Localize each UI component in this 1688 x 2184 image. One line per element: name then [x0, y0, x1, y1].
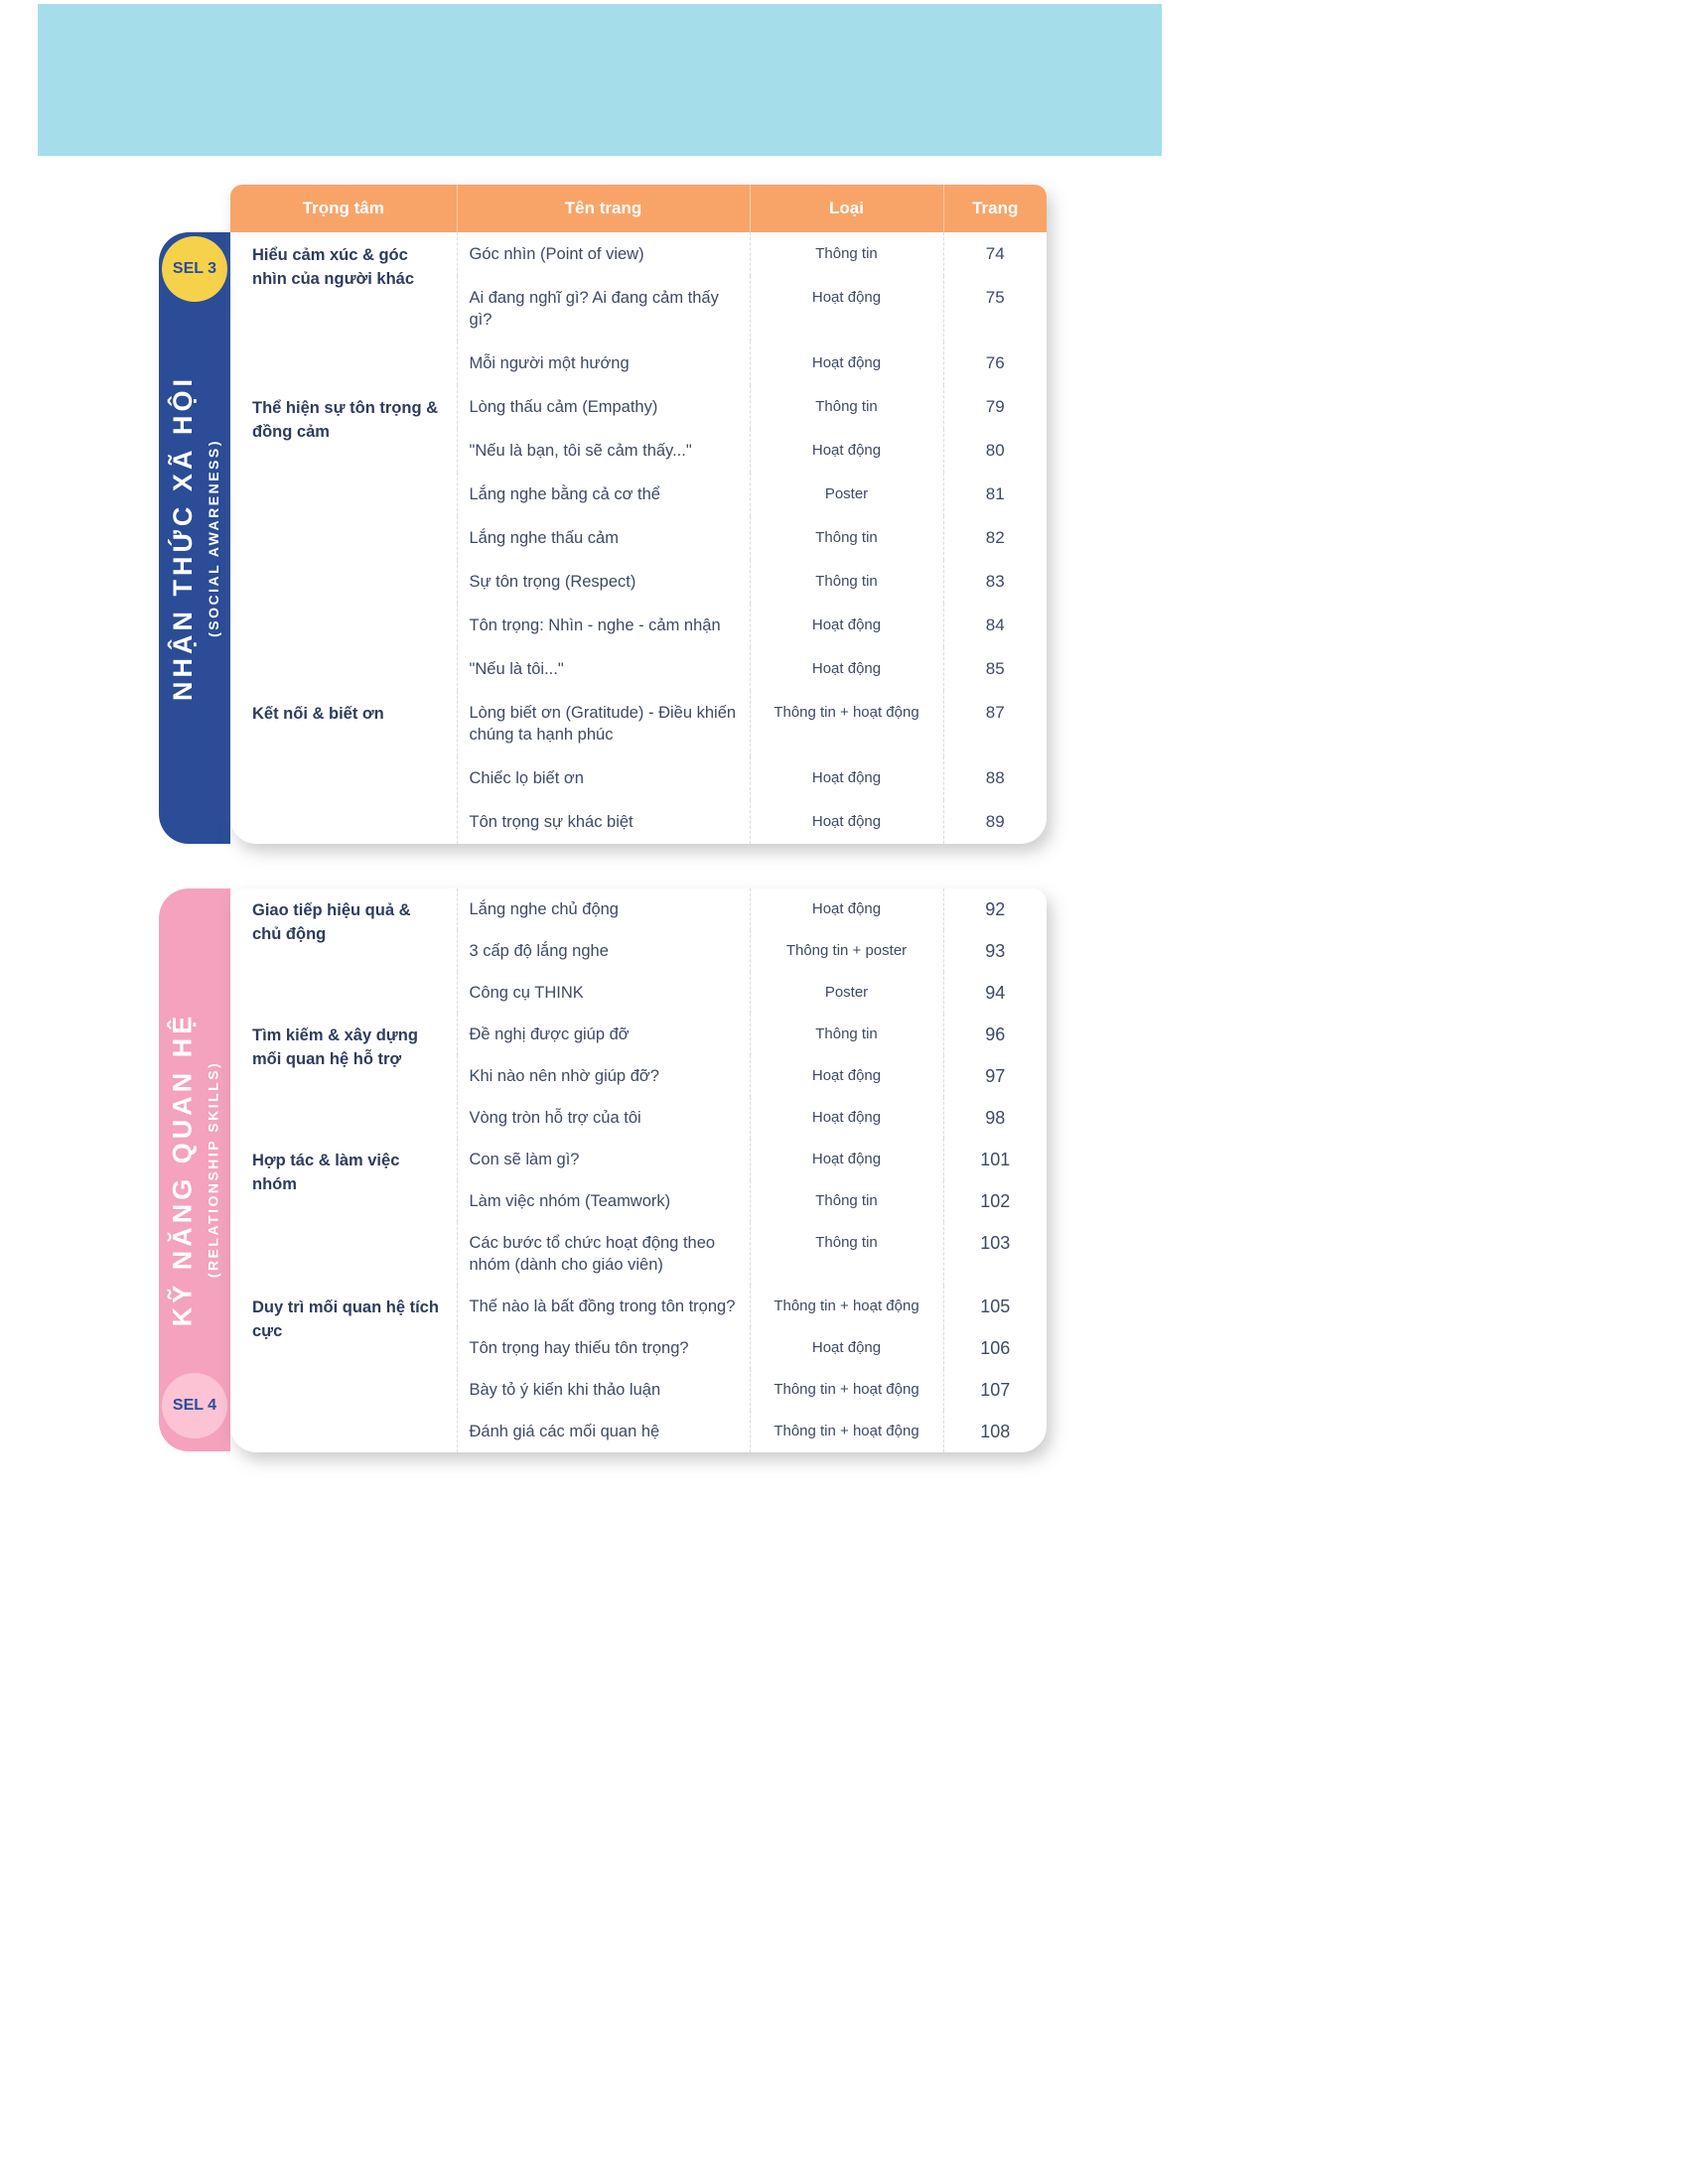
page-number-cell: 105 — [943, 1286, 1047, 1327]
table-header-row — [230, 185, 1047, 232]
sel4-badge: SEL 4 — [162, 1373, 227, 1438]
page-number-cell: 79 — [943, 385, 1047, 429]
page-number-cell: 81 — [943, 473, 1047, 516]
page-title-cell: Lòng biết ơn (Gratitude) - Điều khiến chúng ta hạnh phúc — [457, 691, 750, 756]
page-number-cell: 83 — [943, 560, 1047, 604]
type-cell: Thông tin + hoạt động — [750, 1369, 943, 1411]
type-cell: Hoạt động — [750, 1139, 943, 1180]
page-title-cell: "Nếu là bạn, tôi sẽ cảm thấy..." — [457, 429, 750, 473]
page-title-cell: 3 cấp độ lắng nghe — [457, 930, 750, 972]
sidebar-sel4-subtitle: (RELATIONSHIP SKILLS) — [205, 1060, 221, 1279]
page-title-cell: Tôn trọng: Nhìn - nghe - cảm nhận — [457, 604, 750, 647]
page-title-cell: Lòng thấu cảm (Empathy) — [457, 385, 750, 429]
type-cell: Thông tin + poster — [750, 930, 943, 972]
page-title-cell: Làm việc nhóm (Teamwork) — [457, 1180, 750, 1222]
type-cell: Thông tin + hoạt động — [750, 1411, 943, 1452]
page-title-cell: Công cụ THINK — [457, 972, 750, 1014]
type-cell: Hoạt động — [750, 341, 943, 385]
type-cell: Hoạt động — [750, 800, 943, 844]
type-cell: Thông tin — [750, 1014, 943, 1055]
page-title-cell: Ai đang nghĩ gì? Ai đang cảm thấy gì? — [457, 276, 750, 341]
top-banner — [38, 4, 1162, 156]
focus-cell: Kết nối & biết ơn — [252, 705, 384, 723]
contents-table-sel4 — [230, 888, 1047, 1452]
type-cell: Thông tin + hoạt động — [750, 1286, 943, 1327]
column-header-page-name: Tên trang — [457, 185, 750, 232]
page-title-cell: Đánh giá các mối quan hệ — [457, 1411, 750, 1452]
page-title-cell: Tôn trọng sự khác biệt — [457, 800, 750, 844]
page-title-cell: Lắng nghe chủ động — [457, 888, 750, 930]
type-cell: Hoạt động — [750, 1055, 943, 1097]
table-row — [230, 1139, 1047, 1180]
type-cell: Poster — [750, 473, 943, 516]
table-row — [230, 691, 1047, 756]
table-row — [230, 232, 1047, 276]
sidebar-sel3-title: NHẬN THỨC XÃ HỘI — [168, 375, 198, 701]
page-number-cell: 75 — [943, 276, 1047, 341]
focus-cell: Duy trì mối quan hệ tích cực — [252, 1298, 439, 1340]
type-cell: Thông tin + hoạt động — [750, 691, 943, 756]
focus-cell: Thể hiện sự tôn trọng & đồng cảm — [252, 399, 439, 441]
type-cell: Thông tin — [750, 560, 943, 604]
page-number-cell: 97 — [943, 1055, 1047, 1097]
sidebar-sel4 — [159, 888, 230, 1451]
page-number-cell: 74 — [943, 232, 1047, 276]
page-number-cell: 96 — [943, 1014, 1047, 1055]
type-cell: Hoạt động — [750, 647, 943, 691]
page-title-cell: Khi nào nên nhờ giúp đỡ? — [457, 1055, 750, 1097]
table-row — [230, 385, 1047, 429]
page-number-cell: 92 — [943, 888, 1047, 930]
type-cell: Hoạt động — [750, 1327, 943, 1369]
page-title-cell: Góc nhìn (Point of view) — [457, 232, 750, 276]
page-number-cell: 80 — [943, 429, 1047, 473]
page-number-cell: 85 — [943, 647, 1047, 691]
type-cell: Hoạt động — [750, 604, 943, 647]
focus-cell: Giao tiếp hiệu quả & chủ động — [252, 901, 411, 943]
page-title-cell: Tôn trọng hay thiếu tôn trọng? — [457, 1327, 750, 1369]
page-number-cell: 84 — [943, 604, 1047, 647]
page-number-cell: 94 — [943, 972, 1047, 1014]
page-number-cell: 102 — [943, 1180, 1047, 1222]
type-cell: Hoạt động — [750, 756, 943, 800]
sidebar-sel4-title: KỸ NĂNG QUAN HỆ — [167, 1012, 198, 1327]
page-title-cell: Lắng nghe bằng cả cơ thể — [457, 473, 750, 516]
sidebar-sel3-subtitle: (SOCIAL AWARENESS) — [206, 439, 221, 637]
type-cell: Hoạt động — [750, 888, 943, 930]
sel3-badge: SEL 3 — [162, 236, 227, 302]
page-number-cell: 103 — [943, 1222, 1047, 1286]
type-cell: Thông tin — [750, 385, 943, 429]
column-header-page-number: Trang — [943, 185, 1047, 232]
sidebar-sel3 — [159, 232, 230, 844]
focus-cell: Hiểu cảm xúc & góc nhìn của người khác — [252, 246, 415, 288]
table-row — [230, 1014, 1047, 1055]
type-cell: Thông tin — [750, 1222, 943, 1286]
type-cell: Thông tin — [750, 1180, 943, 1222]
page-title-cell: Sự tôn trọng (Respect) — [457, 560, 750, 604]
type-cell: Poster — [750, 972, 943, 1014]
page-title-cell: Vòng tròn hỗ trợ của tôi — [457, 1097, 750, 1139]
page-number-cell: 82 — [943, 516, 1047, 560]
page-title-cell: Chiếc lọ biết ơn — [457, 756, 750, 800]
page-number-cell: 98 — [943, 1097, 1047, 1139]
type-cell: Hoạt động — [750, 429, 943, 473]
column-header-type: Loại — [750, 185, 943, 232]
page-title-cell: Con sẽ làm gì? — [457, 1139, 750, 1180]
page-number-cell: 108 — [943, 1411, 1047, 1452]
page-number-cell: 106 — [943, 1327, 1047, 1369]
page-title-cell: Lắng nghe thấu cảm — [457, 516, 750, 560]
page-number-cell: 107 — [943, 1369, 1047, 1411]
type-cell: Thông tin — [750, 516, 943, 560]
page-title-cell: Bày tỏ ý kiến khi thảo luận — [457, 1369, 750, 1411]
focus-cell: Tìm kiếm & xây dựng mối quan hệ hỗ trợ — [252, 1026, 418, 1068]
table-row — [230, 888, 1047, 930]
page-title-cell: Các bước tổ chức hoạt động theo nhóm (dành cho giáo viên) — [457, 1222, 750, 1286]
page-number-cell: 93 — [943, 930, 1047, 972]
page-title-cell: Đề nghị được giúp đỡ — [457, 1014, 750, 1055]
page-number-cell: 76 — [943, 341, 1047, 385]
page-title-cell: "Nếu là tôi..." — [457, 647, 750, 691]
focus-cell: Hợp tác & làm việc nhóm — [252, 1152, 400, 1193]
type-cell: Hoạt động — [750, 1097, 943, 1139]
page-number-cell: 87 — [943, 691, 1047, 756]
table-row — [230, 1286, 1047, 1327]
column-header-focus: Trọng tâm — [230, 185, 457, 232]
type-cell: Thông tin — [750, 232, 943, 276]
page-number-cell: 89 — [943, 800, 1047, 844]
page-number-cell: 88 — [943, 756, 1047, 800]
page-title-cell: Mỗi người một hướng — [457, 341, 750, 385]
type-cell: Hoạt động — [750, 276, 943, 341]
page-title-cell: Thế nào là bất đồng trong tôn trọng? — [457, 1286, 750, 1327]
page-number-cell: 101 — [943, 1139, 1047, 1180]
contents-table-sel3 — [230, 185, 1047, 844]
